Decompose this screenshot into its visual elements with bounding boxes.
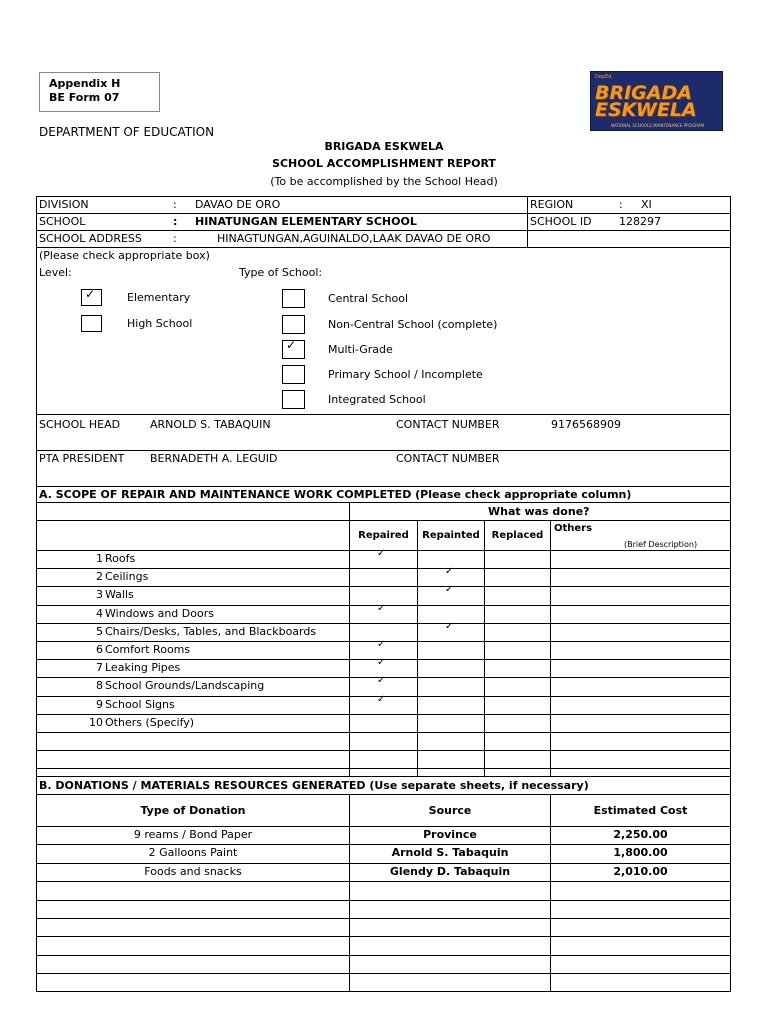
- item-label: Walls: [105, 588, 134, 601]
- title-brigada: BRIGADA ESKWELA: [324, 140, 444, 153]
- donation-cost: 1,800.00: [613, 846, 668, 859]
- donation-type: Foods and snacks: [144, 865, 242, 878]
- col-others-sub: (Brief Description): [624, 540, 698, 549]
- item-number: 1: [96, 552, 103, 565]
- school-type-label: Primary School / Incomplete: [328, 368, 483, 381]
- appendix-box: [39, 72, 160, 112]
- col-repainted: Repainted: [422, 530, 480, 541]
- item-label: Windows and Doors: [105, 607, 214, 620]
- col-estimated-cost: Estimated Cost: [593, 804, 688, 817]
- department-label: DEPARTMENT OF EDUCATION: [39, 125, 215, 139]
- pta-name: BERNADETH A. LEGUID: [150, 452, 278, 465]
- row-divider: [36, 568, 731, 569]
- school-type-checkbox[interactable]: [282, 289, 305, 308]
- check-note: (Please check appropriate box): [39, 249, 210, 262]
- level-checkbox[interactable]: [81, 315, 102, 332]
- item-number: 10: [89, 716, 103, 729]
- check-icon: ✓: [377, 639, 386, 650]
- donation-type: 9 reams / Bond Paper: [133, 828, 253, 841]
- row-divider: [36, 844, 731, 845]
- item-label: Ceilings: [105, 570, 149, 583]
- school-type-checkbox[interactable]: [282, 365, 305, 384]
- school-head-label: SCHOOL HEAD: [39, 418, 121, 431]
- item-label: School Grounds/Landscaping: [105, 679, 265, 692]
- section-a-title: A. SCOPE OF REPAIR AND MAINTENANCE WORK COMPLETED (Please check appropriate column): [39, 488, 632, 501]
- section-b-title: B. DONATIONS / MATERIALS RESOURCES GENERATED (Use separate sheets, if necessary): [39, 779, 589, 792]
- level-option-label: Elementary: [127, 291, 191, 304]
- level-label: Level:: [39, 266, 72, 279]
- item-number: 7: [96, 661, 103, 674]
- region-value: XI: [641, 198, 652, 211]
- check-icon: ✓: [445, 566, 454, 577]
- contact-label: CONTACT NUMBER: [396, 418, 500, 431]
- region-label: REGION: [530, 198, 574, 211]
- address-value: HINAGTUNGAN,AGUINALDO,LAAK DAVAO DE ORO: [217, 232, 491, 245]
- row-divider: [36, 955, 731, 956]
- donation-source: Glendy D. Tabaquin: [389, 865, 511, 878]
- school-type-label: Non-Central School (complete): [328, 318, 498, 331]
- item-number: 8: [96, 679, 103, 692]
- item-number: 6: [96, 643, 103, 656]
- item-label: School Signs: [105, 698, 175, 711]
- item-number: 9: [96, 698, 103, 711]
- row-divider: [36, 768, 731, 769]
- check-icon: ✓: [377, 603, 386, 614]
- type-label: Type of School:: [239, 266, 323, 279]
- row-divider: [36, 881, 731, 882]
- row-divider: [36, 863, 731, 864]
- col-replaced: Replaced: [491, 530, 544, 541]
- item-label: Others (Specify): [105, 716, 195, 729]
- school-type-label: Central School: [328, 292, 409, 305]
- item-number: 3: [96, 588, 103, 601]
- col-repaired: Repaired: [358, 530, 409, 541]
- school-label: SCHOOL: [39, 215, 86, 228]
- row-divider: [36, 623, 731, 624]
- donation-source: Arnold S. Tabaquin: [391, 846, 509, 859]
- check-icon: ✓: [85, 287, 96, 301]
- check-icon: ✓: [445, 621, 454, 632]
- school-type-label: Integrated School: [328, 393, 426, 406]
- address-label: SCHOOL ADDRESS: [39, 232, 142, 245]
- colon: :: [173, 232, 177, 245]
- row-divider: [36, 900, 731, 901]
- row-divider: [36, 973, 731, 974]
- check-icon: ✓: [286, 338, 297, 352]
- division-value: DAVAO DE ORO: [195, 198, 281, 211]
- donation-source: Province: [423, 828, 477, 841]
- school-head-contact: 9176568909: [551, 418, 621, 431]
- col-source: Source: [428, 804, 472, 817]
- item-number: 5: [96, 625, 103, 638]
- item-label: Chairs/Desks, Tables, and Blackboards: [105, 625, 317, 638]
- row-divider: [36, 714, 731, 715]
- form-label: BE Form 07: [49, 91, 120, 104]
- appendix-label: Appendix H: [49, 77, 121, 90]
- subtitle: (To be accomplished by the School Head): [270, 175, 498, 188]
- school-type-checkbox[interactable]: [282, 315, 305, 334]
- row-divider: [36, 918, 731, 919]
- item-label: Leaking Pipes: [105, 661, 181, 674]
- contact-label: CONTACT NUMBER: [396, 452, 500, 465]
- level-checkbox[interactable]: [81, 289, 102, 306]
- school-id-label: SCHOOL ID: [530, 215, 592, 228]
- check-icon: ✓: [377, 694, 386, 705]
- donation-type: 2 Galloons Paint: [148, 846, 238, 859]
- col-others: Others: [554, 523, 593, 534]
- school-value: HINATUNGAN ELEMENTARY SCHOOL: [195, 215, 417, 228]
- item-number: 2: [96, 570, 103, 583]
- item-label: Comfort Rooms: [105, 643, 191, 656]
- pta-label: PTA PRESIDENT: [39, 452, 125, 465]
- what-done-header: What was done?: [488, 505, 590, 518]
- colon: :: [173, 198, 177, 211]
- row-divider: [36, 586, 731, 587]
- school-head-name: ARNOLD S. TABAQUIN: [150, 418, 271, 431]
- row-divider: [36, 750, 731, 751]
- school-type-checkbox[interactable]: [282, 390, 305, 409]
- school-type-label: Multi-Grade: [328, 343, 393, 356]
- check-icon: ✓: [377, 675, 386, 686]
- donation-cost: 2,250.00: [613, 828, 668, 841]
- brigada-eskwela-logo: DepEd BRIGADA ESKWELA NATIONAL SCHOOLS MAINTENANCE PROGRAM: [590, 71, 723, 131]
- division-label: DIVISION: [39, 198, 89, 211]
- row-divider: [36, 936, 731, 937]
- school-id-value: 128297: [619, 215, 661, 228]
- check-icon: ✓: [377, 657, 386, 668]
- item-label: Roofs: [105, 552, 136, 565]
- school-type-checkbox[interactable]: [282, 340, 305, 359]
- col-type-donation: Type of Donation: [140, 804, 246, 817]
- level-option-label: High School: [127, 317, 193, 330]
- item-number: 4: [96, 607, 103, 620]
- title-report: SCHOOL ACCOMPLISHMENT REPORT: [272, 157, 496, 170]
- donation-cost: 2,010.00: [613, 865, 668, 878]
- colon: :: [619, 198, 623, 211]
- check-icon: ✓: [377, 548, 386, 559]
- check-icon: ✓: [445, 584, 454, 595]
- colon: :: [173, 215, 178, 228]
- row-divider: [36, 732, 731, 733]
